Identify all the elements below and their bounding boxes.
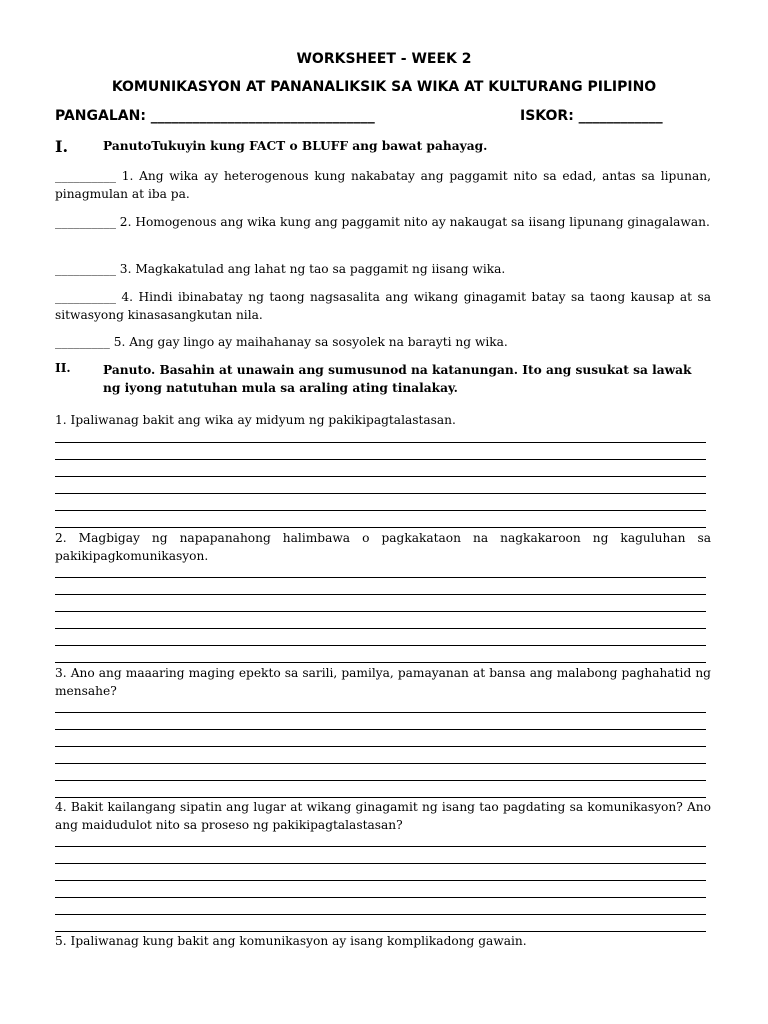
worksheet-title: WORKSHEET - WEEK 2 [296,51,472,67]
answer-line[interactable] [55,611,706,612]
fact-bluff-item-1: __________ 1. Ang wika ay heterogenous kung nakabatay ang paggamit nito sa edad, antas sa lipunan, pinagmulan at iba pa. [55,169,711,201]
answer-line[interactable] [55,442,706,443]
part1-number: I. [55,137,69,156]
answer-line[interactable] [55,628,706,629]
fact-bluff-item-5: _________ 5. Ang gay lingo ay maihahanay sa sosyolek na barayti ng wika. [55,335,508,349]
answer-line[interactable] [55,897,706,898]
answer-line[interactable] [55,577,706,578]
answer-line[interactable] [55,763,706,764]
score-field-label: ISKOR: ____________ [520,108,663,124]
answer-line[interactable] [55,459,706,460]
answer-line[interactable] [55,594,706,595]
answer-line[interactable] [55,510,706,511]
answer-line[interactable] [55,863,706,864]
question-3: 3. Ano ang maaaring maging epekto sa sarili, pamilya, pamayanan at bansa ang malabong paghahatid ng mensahe? [55,666,711,698]
answer-line[interactable] [55,729,706,730]
question-2: 2. Magbigay ng napapanahong halimbawa o pagkakataon na nagkakaroon ng kaguluhan sa pakikipagkomunikasyon. [55,531,711,563]
answer-line[interactable] [55,493,706,494]
answer-line[interactable] [55,476,706,477]
answer-line[interactable] [55,662,706,663]
part1-instruction: PanutoTukuyin kung FACT o BLUFF ang bawat pahayag. [103,139,488,153]
fact-bluff-item-2: __________ 2. Homogenous ang wika kung ang paggamit nito ay nakaugat sa iisang lipunang ginagalawan. [55,215,710,229]
question-4: 4. Bakit kailangang sipatin ang lugar at wikang ginagamit ng isang tao pagdating sa komunikasyon? Ano ang maidudulot nito sa proseso ng pakikipagtalastasan? [55,800,711,832]
fact-bluff-item-4: __________ 4. Hindi ibinabatay ng taong nagsasalita ang wikang ginagamit batay sa taong kausap at sa sitwasyong kinasasangkutan nila. [55,290,711,322]
subject-title: KOMUNIKASYON AT PANANALIKSIK SA WIKA AT KULTURANG PILIPINO [111,79,657,95]
answer-line[interactable] [55,712,706,713]
part2-instruction: Panuto. Basahin at unawain ang sumusunod na katanungan. Ito ang susukat sa lawak ng iyong natutuhan mula sa araling ating tinalakay. [103,363,692,395]
answer-line[interactable] [55,527,706,528]
name-field-label: PANGALAN: ________________________________ [55,108,375,124]
answer-line[interactable] [55,846,706,847]
question-5: 5. Ipaliwanag kung bakit ang komunikasyon ay isang komplikadong gawain. [55,934,527,948]
answer-line[interactable] [55,645,706,646]
answer-line[interactable] [55,746,706,747]
part2-number: II. [55,361,71,375]
answer-line[interactable] [55,914,706,915]
answer-line[interactable] [55,780,706,781]
fact-bluff-item-3: __________ 3. Magkakatulad ang lahat ng tao sa paggamit ng iisang wika. [55,262,506,276]
question-1: 1. Ipaliwanag bakit ang wika ay midyum ng pakikipagtalastasan. [55,413,456,427]
answer-line[interactable] [55,880,706,881]
